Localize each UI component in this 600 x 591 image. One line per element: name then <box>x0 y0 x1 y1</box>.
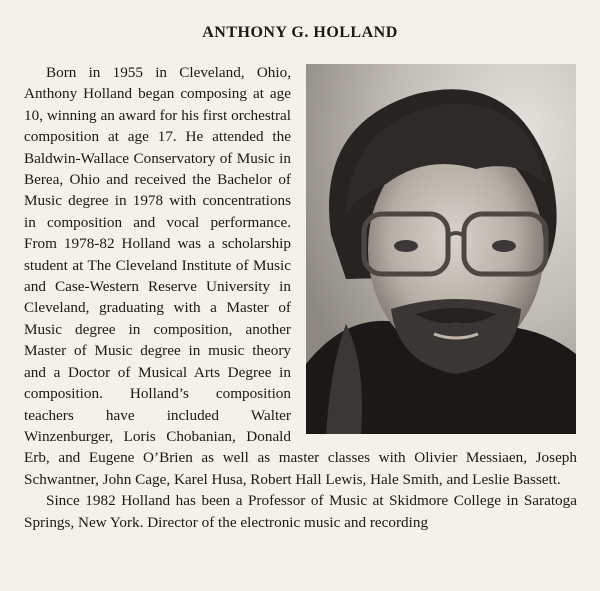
page-title: ANTHONY G. HOLLAND <box>202 24 398 41</box>
biography-paragraph-2: Since 1982 Holland has been a Professor of Music at Skidmore College in Saratoga Springs, New York. Director of the electronic music and recording <box>24 492 577 531</box>
photo-spacer <box>291 62 577 442</box>
biography-text <box>24 62 577 533</box>
biography-paragraph-1: Born in 1955 in Cleveland, Ohio, Anthony Holland began composing at age 10, winning an award for his first orchestral composition at age 17. He attended the Baldwin-Wallace Conservatory of Music in Berea, Ohio and received the Bachelor of Music degree in 1978 with concentrations in composition and vocal performance. From 1978-82 Holland was a scholarship student at The Cleveland Institute of Music and Case-Western Reserve University in Cleveland, graduating with a Master of Music degree in composition, another Master of Music degree in music theory and a Doctor of Musical Arts Degree in composition. Holland’s composition teachers have included Walter Winzenburger, Loris Chobanian, Donald Erb, and Eugene O’Brien as well as master classes with Olivier Messiaen, Joseph Schwantner, John Cage, Karel Husa, Robert Hall Lewis, Hale Smith, and Leslie Bassett. <box>24 64 577 488</box>
